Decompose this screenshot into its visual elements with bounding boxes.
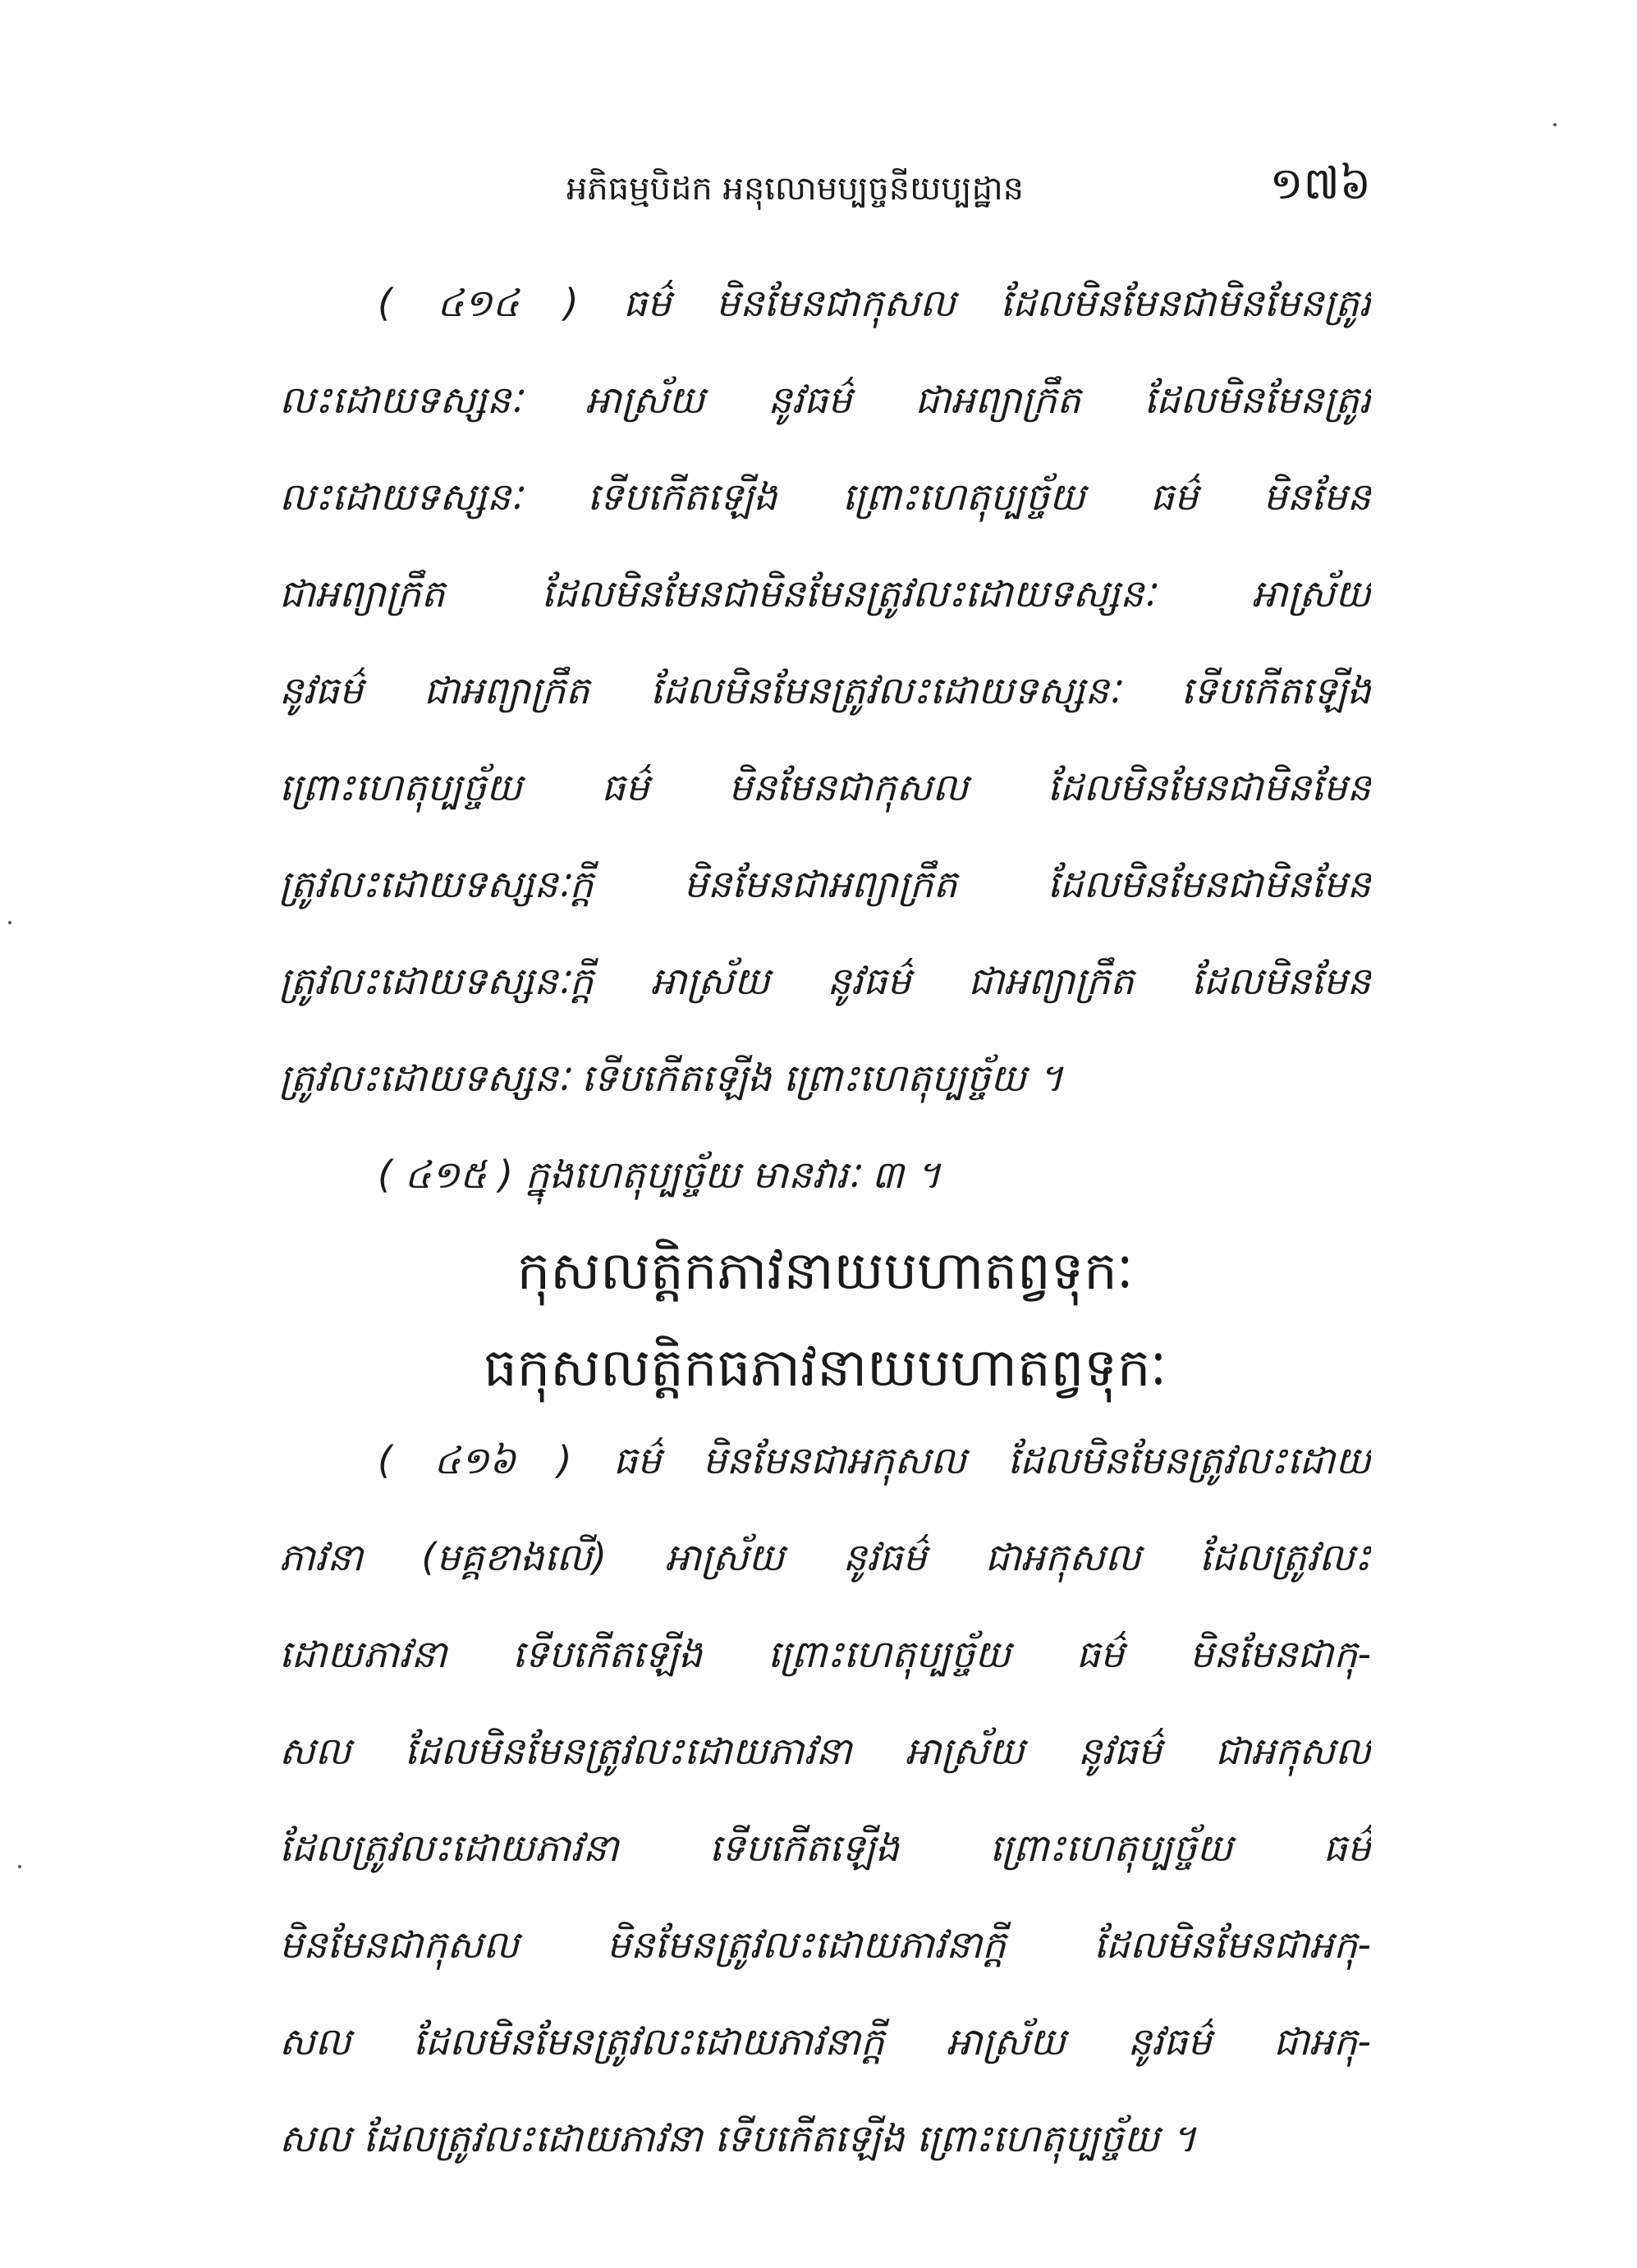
text-line: លះដោយទស្សនៈ ទើបកើតឡើង ព្រោះហេតុប្បច្ច័យ ធម៌ មិនមែន <box>279 474 1371 519</box>
text-line: មិនមែនជាកុសល មិនមែនត្រូវលះដោយភាវនាក្តី ដែលមិនមែនជាអកុ- <box>279 1922 1371 1967</box>
running-title: អភិធម្មបិដក អនុលោមប្បច្ចនីយប្បដ្ឋាន <box>566 170 1025 208</box>
text-line: ត្រូវលះដោយទស្សនៈ ទើបកើតឡើង ព្រោះហេតុប្បច្ច័យ ។ <box>279 1056 1063 1100</box>
text-line: ជាអព្យាក្រឹត ដែលមិនមែនជាមិនមែនត្រូវលះដោយទស្សនៈ អាស្រ័យ <box>279 571 1371 616</box>
text-line: ភាវនា (មគ្គខាងលើ) អាស្រ័យ នូវធម៌ ជាអកុសល ដែលត្រូវលះ <box>279 1535 1371 1579</box>
section-title-line-1: កុសលត្តិកភាវនាយបហាតព្វទុកៈ <box>516 1241 1134 1302</box>
text-line: ( ៤១៦ ) ធម៌ មិនមែនជាអកុសល ដែលមិនមែនត្រូវលះដោយ <box>378 1438 1371 1482</box>
text-line: សល ដែលមិនមែនត្រូវលះដោយភាវនាក្តី អាស្រ័យ នូវធម៌ ជាអកុ- <box>279 2019 1371 2064</box>
scan-speck <box>8 921 11 924</box>
section-title-line-2: ធកុសលត្តិកធភាវនាយបហាតព្វទុកៈ <box>483 1338 1167 1399</box>
paragraph-416 <box>279 1412 1371 2187</box>
scan-speck <box>1553 123 1557 126</box>
text-line: ត្រូវលះដោយទស្សនៈក្តី មិនមែនជាអព្យាក្រឹត ដែលមិនមែនជាមិនមែន <box>279 862 1371 906</box>
page-body <box>279 254 1371 2187</box>
page-header <box>566 158 1371 213</box>
text-line: លះដោយទស្សនៈ អាស្រ័យ នូវធម៌ ជាអព្យាក្រឹត ដែលមិនមែនត្រូវ <box>279 378 1371 422</box>
paragraph-414 <box>279 254 1371 1126</box>
text-line: ដែលត្រូវលះដោយភាវនា ទើបកើតឡើង ព្រោះហេតុប្បច្ច័យ ធម៌ <box>279 1826 1371 1870</box>
text-line: ( ៤១៤ ) ធម៌ មិនមែនជាកុសល ដែលមិនមែនជាមិនមែនត្រូវ <box>378 281 1371 325</box>
text-line: ត្រូវលះដោយទស្សនៈក្តី អាស្រ័យ នូវធម៌ ជាអព្យាក្រឹត ដែលមិនមែន <box>279 959 1371 1003</box>
text-line: សល ដែលមិនមែនត្រូវលះដោយភាវនា អាស្រ័យ នូវធម៌ ជាអកុសល <box>279 1729 1371 1773</box>
text-line: សល ដែលត្រូវលះដោយភាវនា ទើបកើតឡើង ព្រោះហេតុប្បច្ច័យ ។ <box>279 2116 1197 2160</box>
text-line: ដោយភាវនា ទើបកើតឡើង ព្រោះហេតុប្បច្ច័យ ធម៌ មិនមែនជាកុ- <box>279 1632 1371 1676</box>
scan-speck <box>18 1865 21 1868</box>
paragraph-415: ( ៤១៥ ) ក្នុងហេតុប្បច្ច័យ មានវារៈ ៣ ។ <box>378 1152 941 1197</box>
text-line: ព្រោះហេតុប្បច្ច័យ ធម៌ មិនមែនជាកុសល ដែលមិនមែនជាមិនមែន <box>279 765 1371 809</box>
text-line: នូវធម៌ ជាអព្យាក្រឹត ដែលមិនមែនត្រូវលះដោយទស្សនៈ ទើបកើតឡើង <box>279 668 1371 712</box>
page-number: ១៧៦ <box>1269 158 1371 209</box>
